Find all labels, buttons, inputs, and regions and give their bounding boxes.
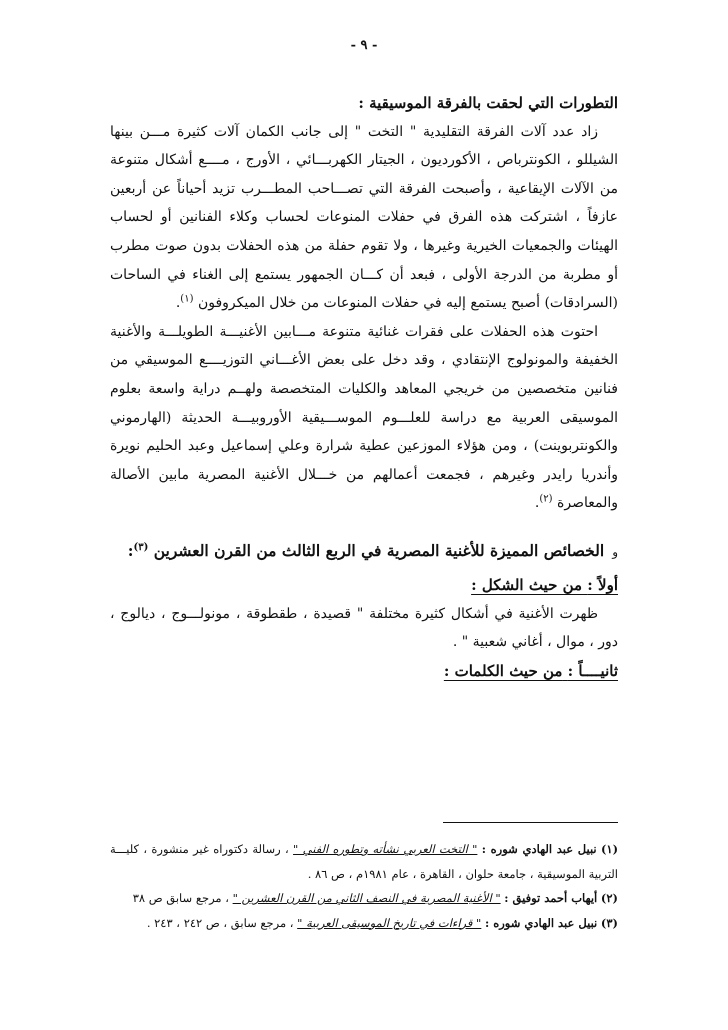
footnote-1-rest: ، رسالة دكتوراه غير منشورة ، كليـــة التربية الموسيقية ، جامعة حلوان ، القاهرة ، عام ١٩٨١م ، ص ٨٦ . [110,842,618,881]
footnote-ref-2: (٢) [539,493,553,505]
footnote-3-title: " قراءات في تاريخ الموسيقى العربية " [297,915,482,930]
footnote-1-number: (١) [600,842,619,856]
page-number: - ٩ - [350,38,378,53]
footnote-1-title: " التخت العربي نشأته وتطوره الفني " [293,842,478,856]
section-heading-orchestra: التطورات التي لحقت بالفرقة الموسيقية : [358,94,618,112]
subheading-form-text: من حيث الشكل : [471,575,583,594]
footnote-3-rest: ، مرجع سابق ، ص ٢٤٢ ، ٢٤٣ . [146,915,294,930]
paragraph-concerts [110,318,618,518]
footnotes [110,822,618,935]
paragraph-concerts-end: . [534,495,540,512]
footnote-3-number: (٣) [600,915,618,930]
footnote-2-author: أيهاب أحمد توفيق : [504,891,598,905]
footnote-2-title: " الأغنية المصرية في النصف الثاني من القرن العشرين " [232,891,501,905]
subheading-lyrics-text: من حيث الكلمات : [443,661,563,680]
paragraph-instruments-text: زاد عدد آلات الفرقة التقليدية " التخت " إلى جانب الكمان آلات كثيرة مـــن بينها الشيللو ، الكونترباص ، الأكورديون ، الجيتار الكهربـــائي ، الأورج ، مــــع أشكال متنوعة من الآلات الإيقاعية ، وأصبحت الفرقة التي تصـــاحب المطـــرب تزيد أحياناً عن أربعين عازفاً ، اشتركت هذه الفرق في حفلات المنوعات لحساب وكلاء الفنانين أو لحساب الهيئات والجمعيات الخيرية وغيرها ، ولا تقوم حفلة من هذه الحفلات بدون صوت مطرب أو مطربة من الدرجة الأولى ، فبعد أن كـــان الجمهور يستمع إلى الغناء في الساحات (السرادقات) أصبح يستمع إليه في حفلات المنوعات من خلال الميكروفون [110,123,618,312]
footnote-1-author: نبيل عبد الهادي شوره : [481,842,597,856]
paragraph-forms: ظهرت الأغنية في أشكال كثيرة مختلفة " قصيدة ، طقطوقة ، مونولـــوج ، ديالوج ، دور ، موال ، أغاني شعبية " . [110,605,618,651]
subheading-form-label: أولاً : [587,575,618,594]
footnote-ref-3: (٣) [133,541,149,553]
paragraph-instruments-end: . [175,295,181,312]
subheading-lyrics-label: ثانيــــاً : [567,661,618,680]
characteristics-heading-end: : [127,540,134,560]
subheading-lyrics [110,657,618,686]
footnote-2-number: (٢) [600,891,618,905]
footnote-3-author: نبيل عبد الهادي شوره : [484,915,598,930]
footnote-1 [110,837,618,886]
footnote-ref-1: (١) [180,293,194,305]
paragraph-concerts-text: احتوت هذه الحفلات على فقرات غنائية متنوعة مـــابين الأغنيـــة الطويلـــة والأغنية الخفيفة والمونولوج الإنتقادي ، وقد دخل على بعض الأغـــاني التوزيــــع الموسيقي من فنانين متخصصين من خريجي المعاهد والكليات المتخصصة ولهــم دراية واسعة بعلوم الموسيقى العربية مع دراسة للعلـــوم الموســـيقية الأوروبيـــة الحديثة (الهارموني والكونتربوينت) ، ومن هؤلاء الموزعين عطية شرارة وعلي إسماعيل وعبد الحليم نويرة وأندريا رايدر وغيرهم ، فجمعت أعمالهم من خـــلال الأغنية المصرية مابين الأصالة والمعاصرة [110,323,618,512]
section-heading-characteristics [110,536,618,567]
bullet-icon: ﻭ [612,544,618,559]
footnote-2 [110,886,618,911]
paragraph-instruments [110,118,618,318]
subheading-form [110,571,618,600]
footnote-3 [110,911,618,936]
footnote-2-rest: ، مرجع سابق ص ٣٨ [132,891,229,905]
footnote-divider [443,822,618,823]
characteristics-heading-text: الخصائص المميزة للأغنية المصرية في الربع الثالث من القرن العشرين [153,540,605,560]
